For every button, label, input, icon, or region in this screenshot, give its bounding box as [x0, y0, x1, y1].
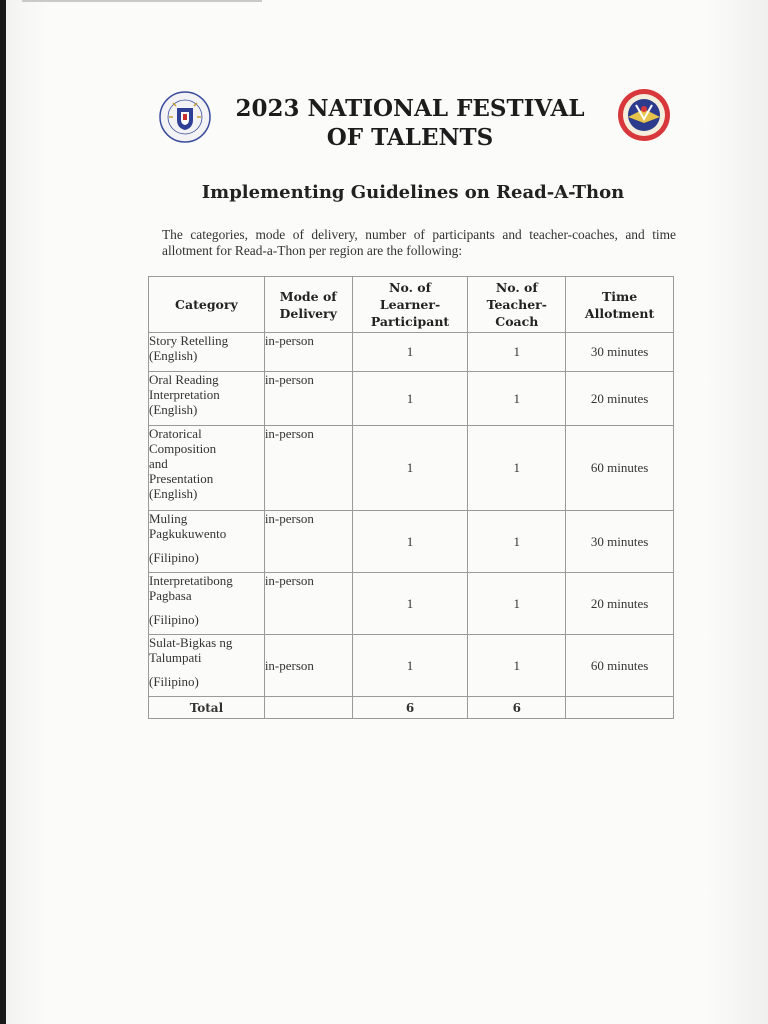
category-cell: Oratorical Composition and Presentation (English): [149, 426, 265, 511]
festival-of-talents-logo: [616, 87, 672, 143]
category-cell: Oral Reading Interpretation (English): [149, 372, 265, 426]
header-mode: Mode of Delivery: [264, 277, 352, 333]
header-coach: No. of Teacher- Coach: [468, 277, 566, 333]
title-line-1: 2023 NATIONAL FESTIVAL: [235, 95, 585, 122]
learner-cell: 1: [352, 635, 468, 697]
mode-cell: in-person: [264, 372, 352, 426]
mode-cell: in-person: [264, 573, 352, 635]
time-cell: 60 minutes: [566, 635, 674, 697]
learner-cell: 1: [352, 573, 468, 635]
header-learner: No. of Learner- Participant: [352, 277, 468, 333]
header-category: Category: [149, 277, 265, 333]
coach-cell: 1: [468, 573, 566, 635]
mode-cell: in-person: [264, 333, 352, 372]
table-row: [149, 635, 674, 697]
table-row: [149, 333, 674, 372]
table-row: [149, 372, 674, 426]
scan-top-line: [22, 0, 262, 2]
coach-cell: 1: [468, 511, 566, 573]
intro-paragraph: The categories, mode of delivery, number of participants and teacher-coaches, and time allotment for Read-a-Thon per region are the following:: [162, 227, 676, 258]
coach-cell: 1: [468, 333, 566, 372]
category-cell: Sulat-Bigkas ng Talumpati (Filipino): [149, 635, 265, 697]
deped-seal-logo: [159, 91, 211, 143]
coach-cell: 1: [468, 426, 566, 511]
total-mode-cell: [264, 697, 352, 719]
total-learner: 6: [352, 697, 468, 719]
time-cell: 20 minutes: [566, 372, 674, 426]
learner-cell: 1: [352, 333, 468, 372]
title-line-2: OF TALENTS: [326, 124, 494, 151]
total-label: Total: [149, 697, 265, 719]
time-cell: 30 minutes: [566, 511, 674, 573]
time-cell: 20 minutes: [566, 573, 674, 635]
scan-edge-shadow: [0, 0, 6, 1024]
time-cell: 60 minutes: [566, 426, 674, 511]
header-time: Time Allotment: [566, 277, 674, 333]
total-coach: 6: [468, 697, 566, 719]
table-total-row: [149, 697, 674, 719]
coach-cell: 1: [468, 372, 566, 426]
mode-cell: in-person: [264, 426, 352, 511]
document-subtitle: Implementing Guidelines on Read-A-Thon: [201, 182, 625, 203]
learner-cell: 1: [352, 511, 468, 573]
learner-cell: 1: [352, 372, 468, 426]
category-cell: Muling Pagkukuwento (Filipino): [149, 511, 265, 573]
category-cell: Interpretatibong Pagbasa (Filipino): [149, 573, 265, 635]
category-cell: Story Retelling (English): [149, 333, 265, 372]
table-row: [149, 426, 674, 511]
time-cell: 30 minutes: [566, 333, 674, 372]
coach-cell: 1: [468, 635, 566, 697]
mode-cell: in-person: [264, 511, 352, 573]
total-time-cell: [566, 697, 674, 719]
read-a-thon-table: [148, 276, 674, 719]
table-header-row: [149, 277, 674, 333]
table-row: [149, 511, 674, 573]
learner-cell: 1: [352, 426, 468, 511]
document-title: [212, 94, 608, 152]
table-row: [149, 573, 674, 635]
mode-cell: in-person: [264, 635, 352, 697]
